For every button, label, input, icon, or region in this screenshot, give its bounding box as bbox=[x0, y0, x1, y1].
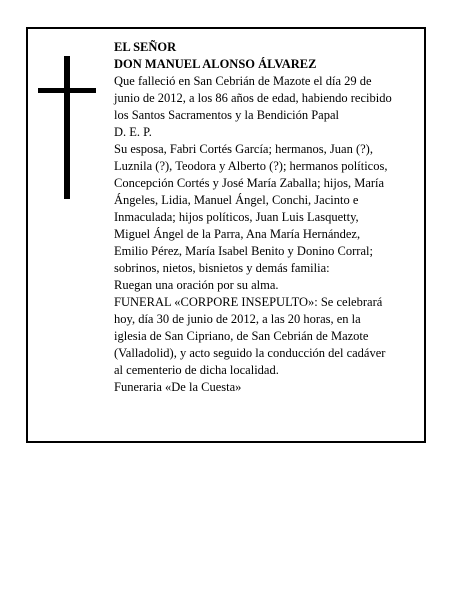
obituary-notice bbox=[26, 27, 426, 443]
notice-line: junio de 2012, a los 86 años de edad, habiendo recibido bbox=[114, 91, 392, 105]
notice-line: Miguel Ángel de la Parra, Ana María Hernández, bbox=[114, 227, 361, 241]
notice-line: Emilio Pérez, María Isabel Benito y Donino Corral; bbox=[114, 244, 373, 258]
notice-line: Ángeles, Lidia, Manuel Ángel, Conchi, Jacinto e bbox=[114, 193, 359, 207]
funeral-announcement: FUNERAL «CORPORE INSEPULTO»: Se celebrará bbox=[114, 295, 383, 309]
prayer-request: Ruegan una oración por su alma. bbox=[114, 278, 279, 292]
notice-line: Luznila (?), Teodora y Alberto (?); hermanos políticos, bbox=[114, 159, 388, 173]
notice-line: los Santos Sacramentos y la Bendición Papal bbox=[114, 108, 339, 122]
notice-line: Concepción Cortés y José María Zaballa; hijos, María bbox=[114, 176, 385, 190]
rest-in-peace: D. E. P. bbox=[114, 125, 152, 139]
notice-line: iglesia de San Cipriano, de San Cebrián de Mazote bbox=[114, 329, 369, 343]
notice-line: (Valladolid), y acto seguido la conducción del cadáver bbox=[114, 346, 386, 360]
notice-line: Su esposa, Fabri Cortés García; hermanos, Juan (?), bbox=[114, 142, 373, 156]
deceased-name: DON MANUEL ALONSO ÁLVAREZ bbox=[114, 57, 317, 71]
cross-vertical-bar bbox=[64, 56, 70, 199]
notice-line: sobrinos, nietos, bisnietos y demás familia: bbox=[114, 261, 330, 275]
notice-heading-title: EL SEÑOR bbox=[114, 40, 177, 54]
notice-text bbox=[114, 39, 426, 396]
latin-cross-icon bbox=[38, 56, 96, 199]
notice-line: Inmaculada; hijos políticos, Juan Luis Lasquetty, bbox=[114, 210, 359, 224]
funeral-home: Funeraria «De la Cuesta» bbox=[114, 380, 242, 394]
notice-line: hoy, día 30 de junio de 2012, a las 20 horas, en la bbox=[114, 312, 361, 326]
cross-horizontal-bar bbox=[38, 88, 96, 93]
notice-line: Que falleció en San Cebrián de Mazote el día 29 de bbox=[114, 74, 372, 88]
notice-line: al cementerio de dicha localidad. bbox=[114, 363, 279, 377]
